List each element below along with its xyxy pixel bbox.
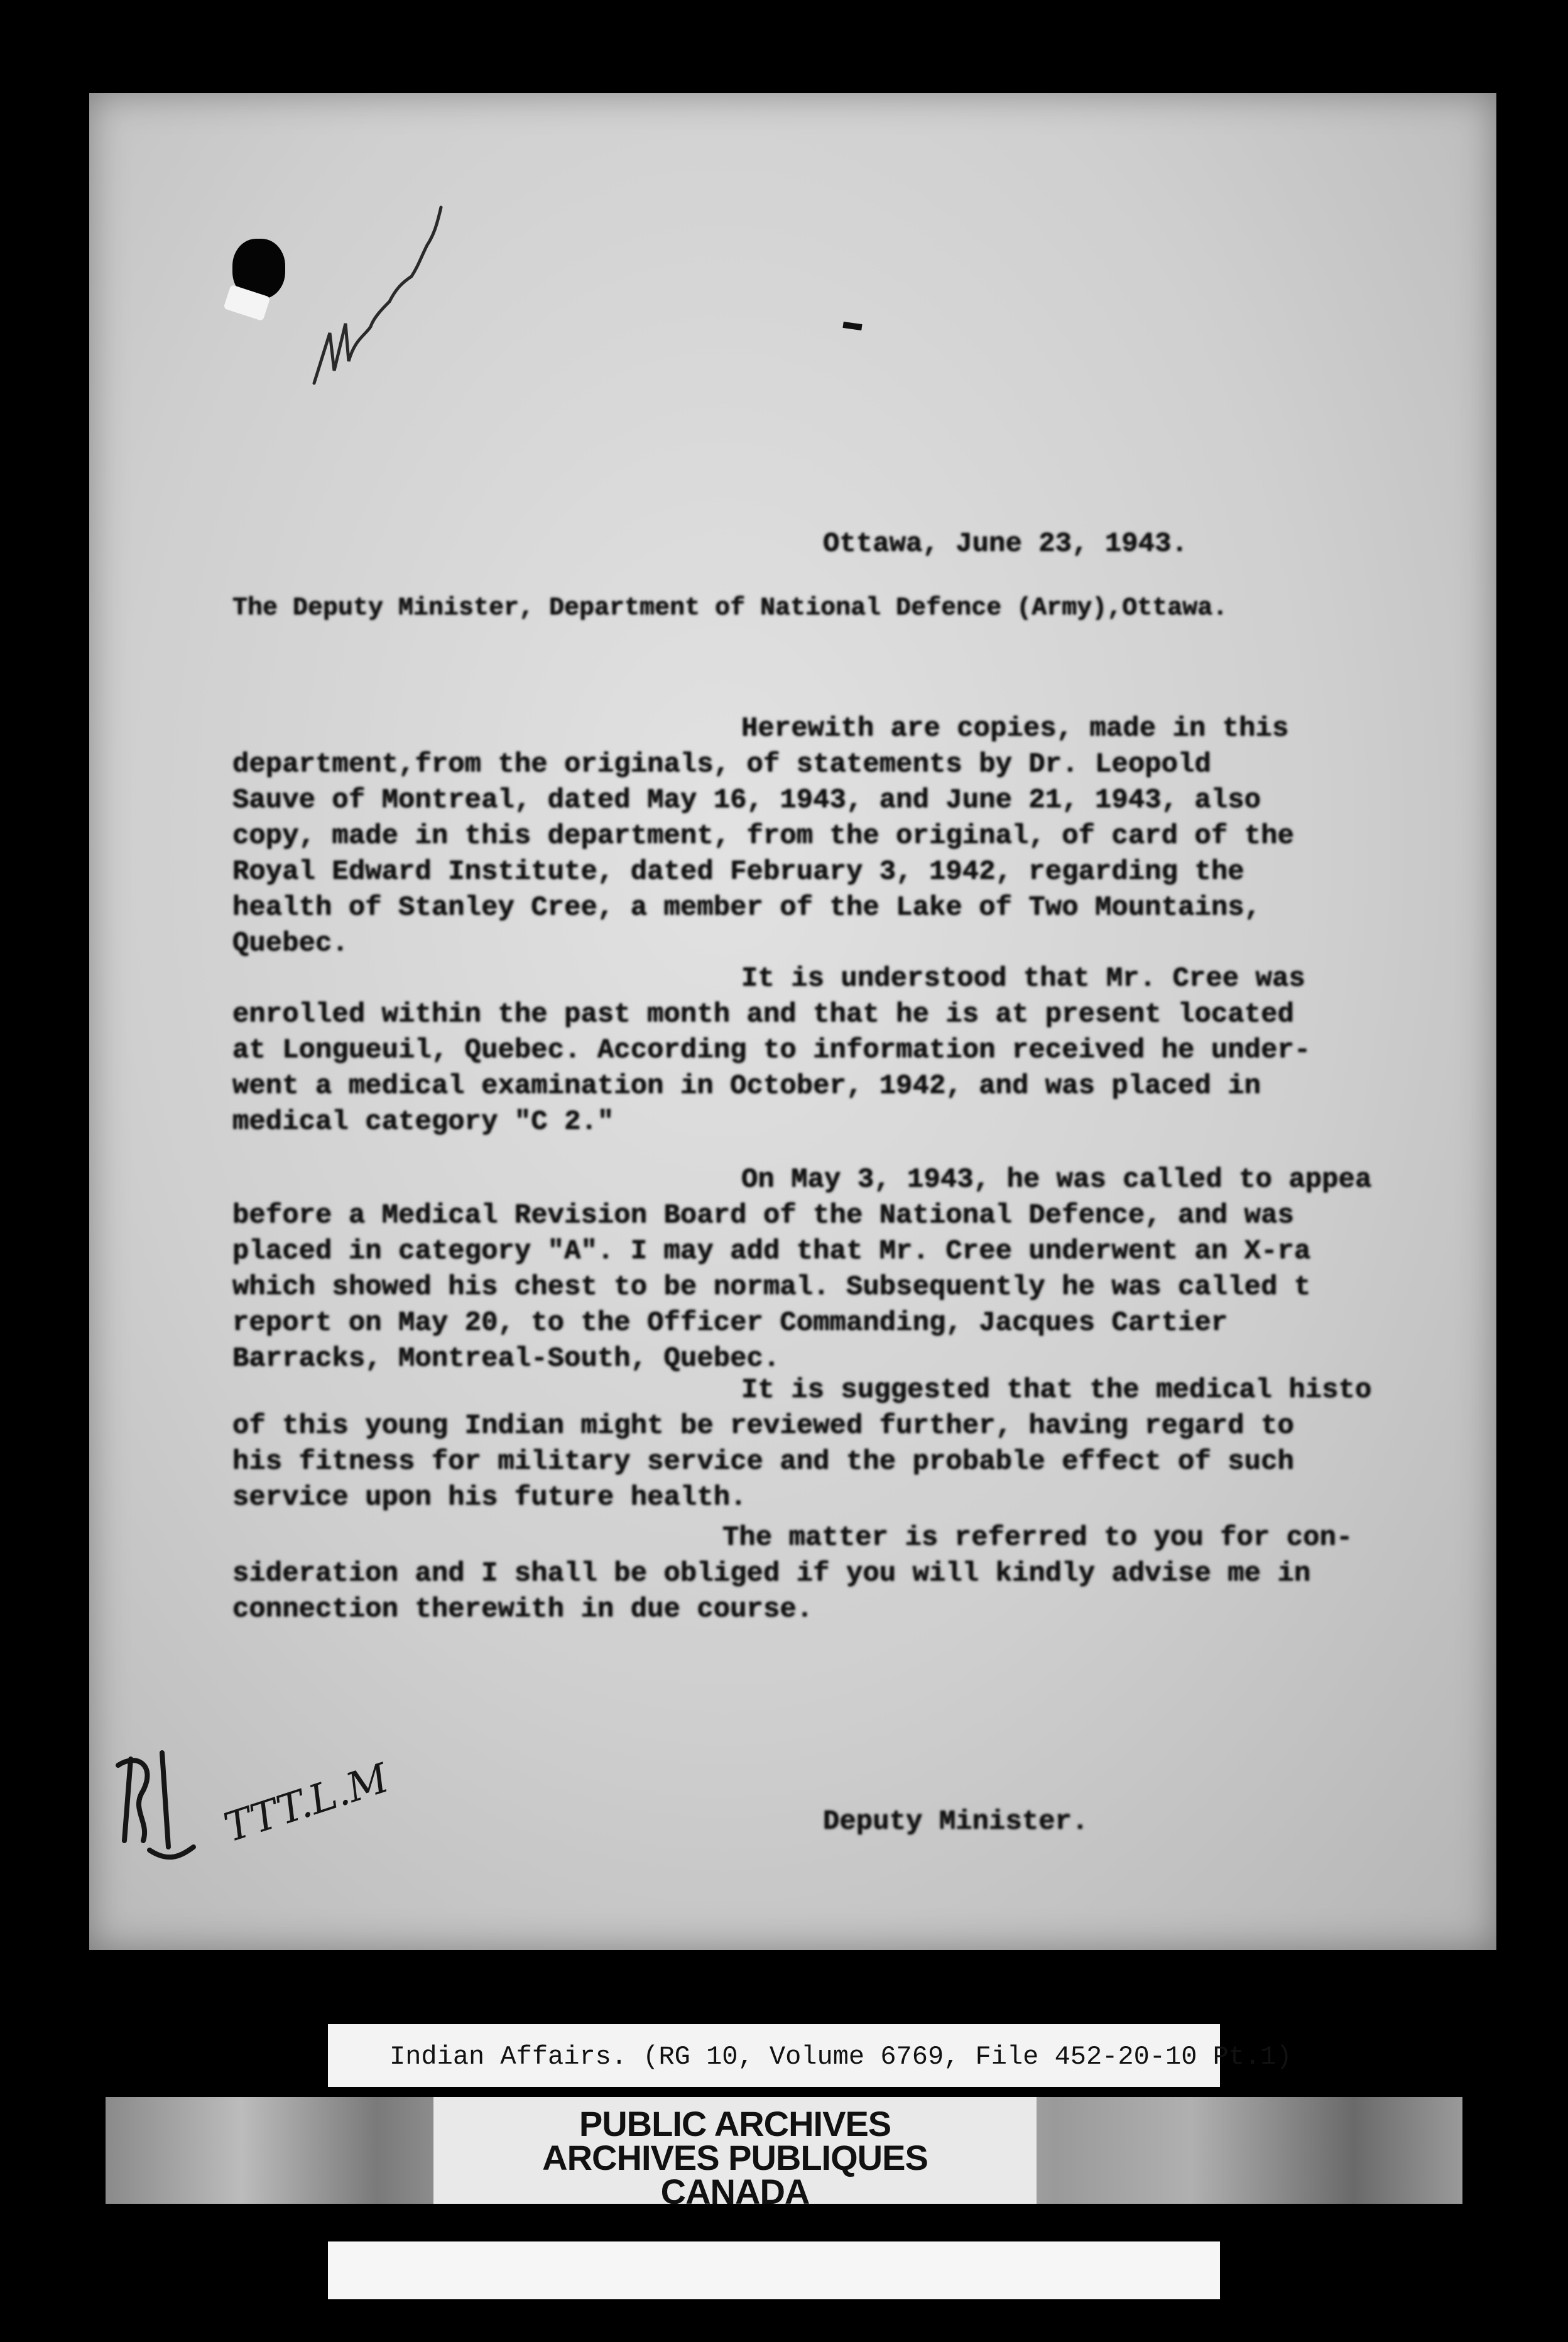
archive-citation: Indian Affairs. (RG 10, Volume 6769, File 452-20-10 Pt.1) [389, 2042, 1292, 2072]
paragraph-2-line: went a medical examination in October, 1942, and was placed in [232, 1070, 1261, 1102]
stamp-line-1: PUBLIC ARCHIVES [579, 2104, 891, 2143]
paragraph-5-line: sideration and I shall be obliged if you will kindly advise me in [232, 1558, 1311, 1589]
paragraph-2-first-line: It is understood that Mr. Cree was [741, 963, 1305, 994]
bottom-label-strip [328, 2241, 1220, 2299]
stamp-line-3: CANADA [660, 2172, 810, 2211]
paragraph-4-first-line: It is suggested that the medical histo [741, 1375, 1372, 1406]
archive-citation-label [328, 2024, 1292, 2087]
archives-stamp [433, 2097, 1037, 2211]
paragraph-5-first-line: The matter is referred to you for con- [722, 1522, 1353, 1554]
paragraph-4-line: of this young Indian might be reviewed further, having regard to [232, 1410, 1294, 1442]
paragraph-3-first-line: On May 3, 1943, he was called to appea [741, 1164, 1372, 1196]
paragraph-4-line: his fitness for military service and the probable effect of such [232, 1446, 1294, 1478]
paragraph-2-line: enrolled within the past month and that he is at present located [232, 999, 1294, 1030]
svg-text:TTT.L.M: TTT.L.M [219, 1755, 395, 1852]
letter-date: Ottawa, June 23, 1943. [823, 528, 1188, 560]
paragraph-1-line: copy, made in this department, from the original, of card of the [232, 820, 1294, 852]
paragraph-3-line: before a Medical Revision Board of the National Defence, and was [232, 1200, 1294, 1231]
paragraph-4-line: service upon his future health. [232, 1482, 747, 1513]
paragraph-3-line: placed in category "A". I may add that Mr. Cree underwent an X-ra [232, 1236, 1311, 1267]
stamp-line-2: ARCHIVES PUBLIQUES [542, 2138, 928, 2177]
paragraph-1-line: Royal Edward Institute, dated February 3, 1942, regarding the [232, 856, 1244, 888]
paragraph-1-line: department,from the originals, of statements by Dr. Leopold [232, 749, 1211, 780]
paragraph-3-line: Barracks, Montreal-South, Quebec. [232, 1343, 780, 1375]
paragraph-2-line: medical category "C 2." [232, 1106, 614, 1138]
handwritten-initials [214, 1753, 395, 1852]
paragraph-3-line: report on May 20, to the Officer Commanding, Jacques Cartier [232, 1307, 1228, 1339]
letter-addressee: The Deputy Minister, Department of National Defence (Army),Ottawa. [232, 594, 1228, 623]
paragraph-1-line: health of Stanley Cree, a member of the Lake of Two Mountains, [232, 892, 1261, 923]
paragraph-5-line: connection therewith in due course. [232, 1594, 814, 1625]
handwritten-initial-mark [106, 1740, 200, 1866]
paragraph-3-line: which showed his chest to be normal. Subsequently he was called t [232, 1272, 1311, 1303]
handwritten-annotation-top [295, 182, 459, 402]
paragraph-2-line: at Longueuil, Quebec. According to information received he under- [232, 1035, 1311, 1066]
signature-line: Deputy Minister. [823, 1806, 1089, 1838]
paragraph-1-line: Quebec. [232, 928, 349, 959]
paragraph-1-line: Sauve of Montreal, dated May 16, 1943, and June 21, 1943, also [232, 785, 1261, 816]
paragraph-1-first-line: Herewith are copies, made in this [741, 713, 1289, 744]
